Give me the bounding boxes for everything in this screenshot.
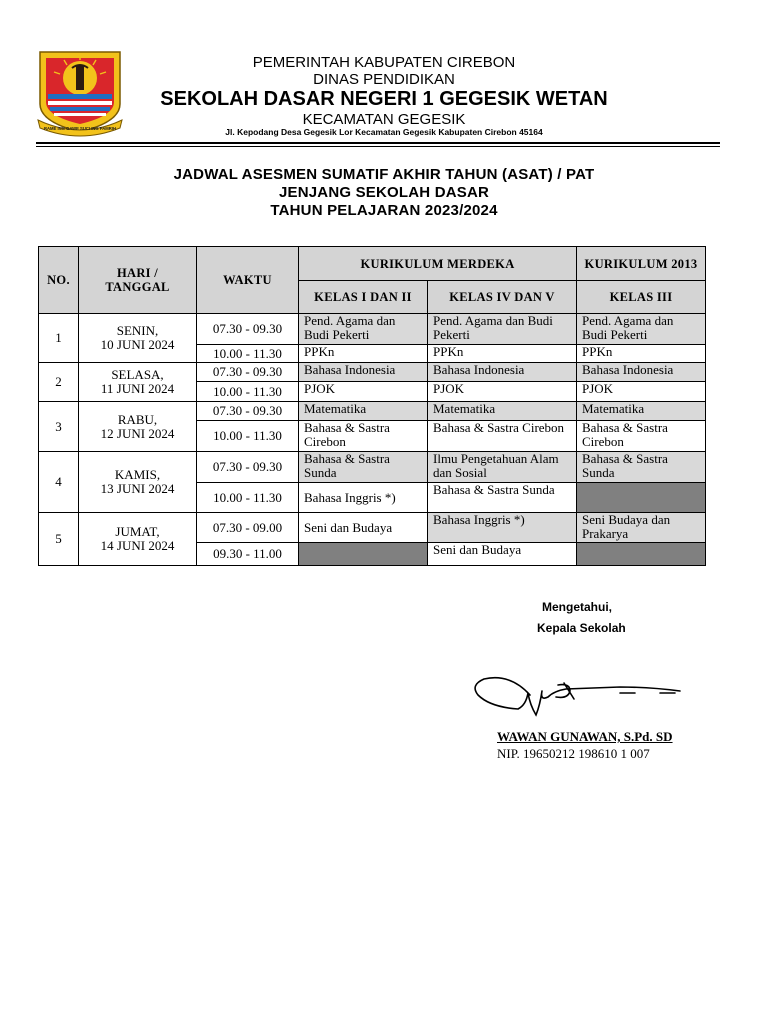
day-name: SELASA, xyxy=(111,367,164,382)
time-cell: 07.30 - 09.00 xyxy=(197,513,299,543)
government-name: PEMERINTAH KABUPATEN CIREBON xyxy=(252,54,516,71)
time-cell: 10.00 - 11.30 xyxy=(197,382,299,402)
time-cell: 07.30 - 09.30 xyxy=(197,363,299,382)
subject-class-3: PPKn xyxy=(577,345,706,363)
subject-class-1-2: Pend. Agama dan Budi Pekerti xyxy=(299,314,428,345)
acknowledged-label: Mengetahui, xyxy=(542,600,613,614)
day-name: RABU, xyxy=(117,411,158,427)
academic-year: TAHUN PELAJARAN 2023/2024 xyxy=(270,202,498,219)
header-time: WAKTU xyxy=(197,247,299,314)
subject-class-1-2: Bahasa Inggris *) xyxy=(299,483,428,513)
subject-class-1-2: Bahasa & Sastra Sunda xyxy=(299,452,428,483)
header-kurikulum-merdeka: KURIKULUM MERDEKA xyxy=(299,247,577,281)
date: 14 JUNI 2024 xyxy=(100,538,175,553)
subject-class-3: Bahasa Indonesia xyxy=(577,363,706,382)
subject-class-4-5: Bahasa Indonesia xyxy=(428,363,577,382)
empty-cell xyxy=(299,543,428,566)
schedule-table xyxy=(38,246,706,566)
subject-class-3: Bahasa & Sastra Cirebon xyxy=(577,421,706,452)
day-date-cell xyxy=(79,314,197,363)
empty-cell xyxy=(577,483,706,513)
time-cell: 09.30 - 11.00 xyxy=(197,543,299,566)
header-class-4-5: KELAS IV DAN V xyxy=(428,281,577,314)
header-class-3: KELAS III xyxy=(577,281,706,314)
subject-class-4-5: Bahasa & Sastra Cirebon xyxy=(428,421,577,452)
subject-class-1-2: Bahasa & Sastra Cirebon xyxy=(299,421,428,452)
table-row xyxy=(39,452,706,483)
subject-class-1-2: Matematika xyxy=(299,402,428,421)
table-row xyxy=(39,314,706,345)
date: 13 JUNI 2024 xyxy=(100,481,175,496)
day-date-cell xyxy=(79,363,197,402)
time-cell: 10.00 - 11.30 xyxy=(197,483,299,513)
table-row xyxy=(39,363,706,382)
empty-cell xyxy=(577,543,706,566)
time-cell: 07.30 - 09.30 xyxy=(197,402,299,421)
time-cell: 10.00 - 11.30 xyxy=(197,421,299,452)
subject-class-4-5: Bahasa Inggris *) xyxy=(428,513,577,543)
subject-class-3: PJOK xyxy=(577,382,706,402)
document-subtitle: JENJANG SEKOLAH DASAR xyxy=(278,184,490,201)
day-name: KAMIS, xyxy=(114,467,161,482)
day-date-cell xyxy=(79,452,197,513)
subject-class-4-5: Pend. Agama dan Budi Pekerti xyxy=(428,314,577,345)
subject-class-4-5: Matematika xyxy=(428,402,577,421)
subject-class-3: Matematika xyxy=(577,402,706,421)
time-cell: 07.30 - 09.30 xyxy=(197,452,299,483)
school-name: SEKOLAH DASAR NEGERI 1 GEGESIK WETAN xyxy=(160,88,608,110)
department-name: DINAS PENDIDIKAN xyxy=(313,71,455,88)
subject-class-3: Pend. Agama dan Budi Pekerti xyxy=(577,314,706,345)
date: 11 JUNI 2024 xyxy=(100,381,175,396)
row-number: 1 xyxy=(39,314,79,363)
row-number: 5 xyxy=(39,513,79,566)
row-number: 3 xyxy=(39,402,79,452)
table-row xyxy=(39,513,706,543)
day-name: SENIN, xyxy=(116,323,159,338)
handwritten-signature xyxy=(470,665,710,730)
subject-class-4-5: Bahasa & Sastra Sunda xyxy=(428,483,577,513)
header-kurikulum-2013: KURIKULUM 2013 xyxy=(577,247,706,281)
district-name: KECAMATAN GEGESIK xyxy=(302,111,466,128)
date: 10 JUNI 2024 xyxy=(100,337,175,352)
subject-class-3: Bahasa & Sastra Sunda xyxy=(577,452,706,483)
document-title: JADWAL ASESMEN SUMATIF AKHIR TAHUN (ASAT) / PAT xyxy=(173,166,595,183)
subject-class-1-2: PPKn xyxy=(299,345,428,363)
principal-title: Kepala Sekolah xyxy=(537,621,626,635)
header-no: NO. xyxy=(39,247,79,314)
table-row xyxy=(39,402,706,421)
header-day-date: HARI / TANGGAL xyxy=(79,247,197,314)
letterhead-rule xyxy=(36,142,720,144)
subject-class-4-5: Ilmu Pengetahuan Alam dan Sosial xyxy=(428,452,577,483)
date: 12 JUNI 2024 xyxy=(100,425,175,441)
row-number: 4 xyxy=(39,452,79,513)
time-cell: 07.30 - 09.30 xyxy=(197,314,299,345)
subject-class-1-2: PJOK xyxy=(299,382,428,402)
principal-nip: NIP. 19650212 198610 1 007 xyxy=(497,746,650,761)
subject-class-1-2: Bahasa Indonesia xyxy=(299,363,428,382)
logo-motto-text: RAME ING GAWE SUCI ING PAMRIH xyxy=(43,126,117,131)
letterhead-rule-thin xyxy=(36,146,720,147)
subject-class-1-2: Seni dan Budaya xyxy=(299,513,428,543)
school-address: Jl. Kepodang Desa Gegesik Lor Kecamatan Gegesik Kabupaten Cirebon 45164 xyxy=(225,127,543,137)
day-date-cell xyxy=(79,402,197,452)
subject-class-4-5: Seni dan Budaya xyxy=(428,543,577,566)
row-number: 2 xyxy=(39,363,79,402)
subject-class-4-5: PJOK xyxy=(428,382,577,402)
principal-name: WAWAN GUNAWAN, S.Pd. SD xyxy=(497,729,673,744)
day-date-cell xyxy=(79,513,197,566)
subject-class-3: Seni Budaya dan Prakarya xyxy=(577,513,706,543)
header-class-1-2: KELAS I DAN II xyxy=(299,281,428,314)
regency-logo xyxy=(36,48,124,138)
day-name: JUMAT, xyxy=(115,524,160,539)
time-cell: 10.00 - 11.30 xyxy=(197,345,299,363)
subject-class-4-5: PPKn xyxy=(428,345,577,363)
